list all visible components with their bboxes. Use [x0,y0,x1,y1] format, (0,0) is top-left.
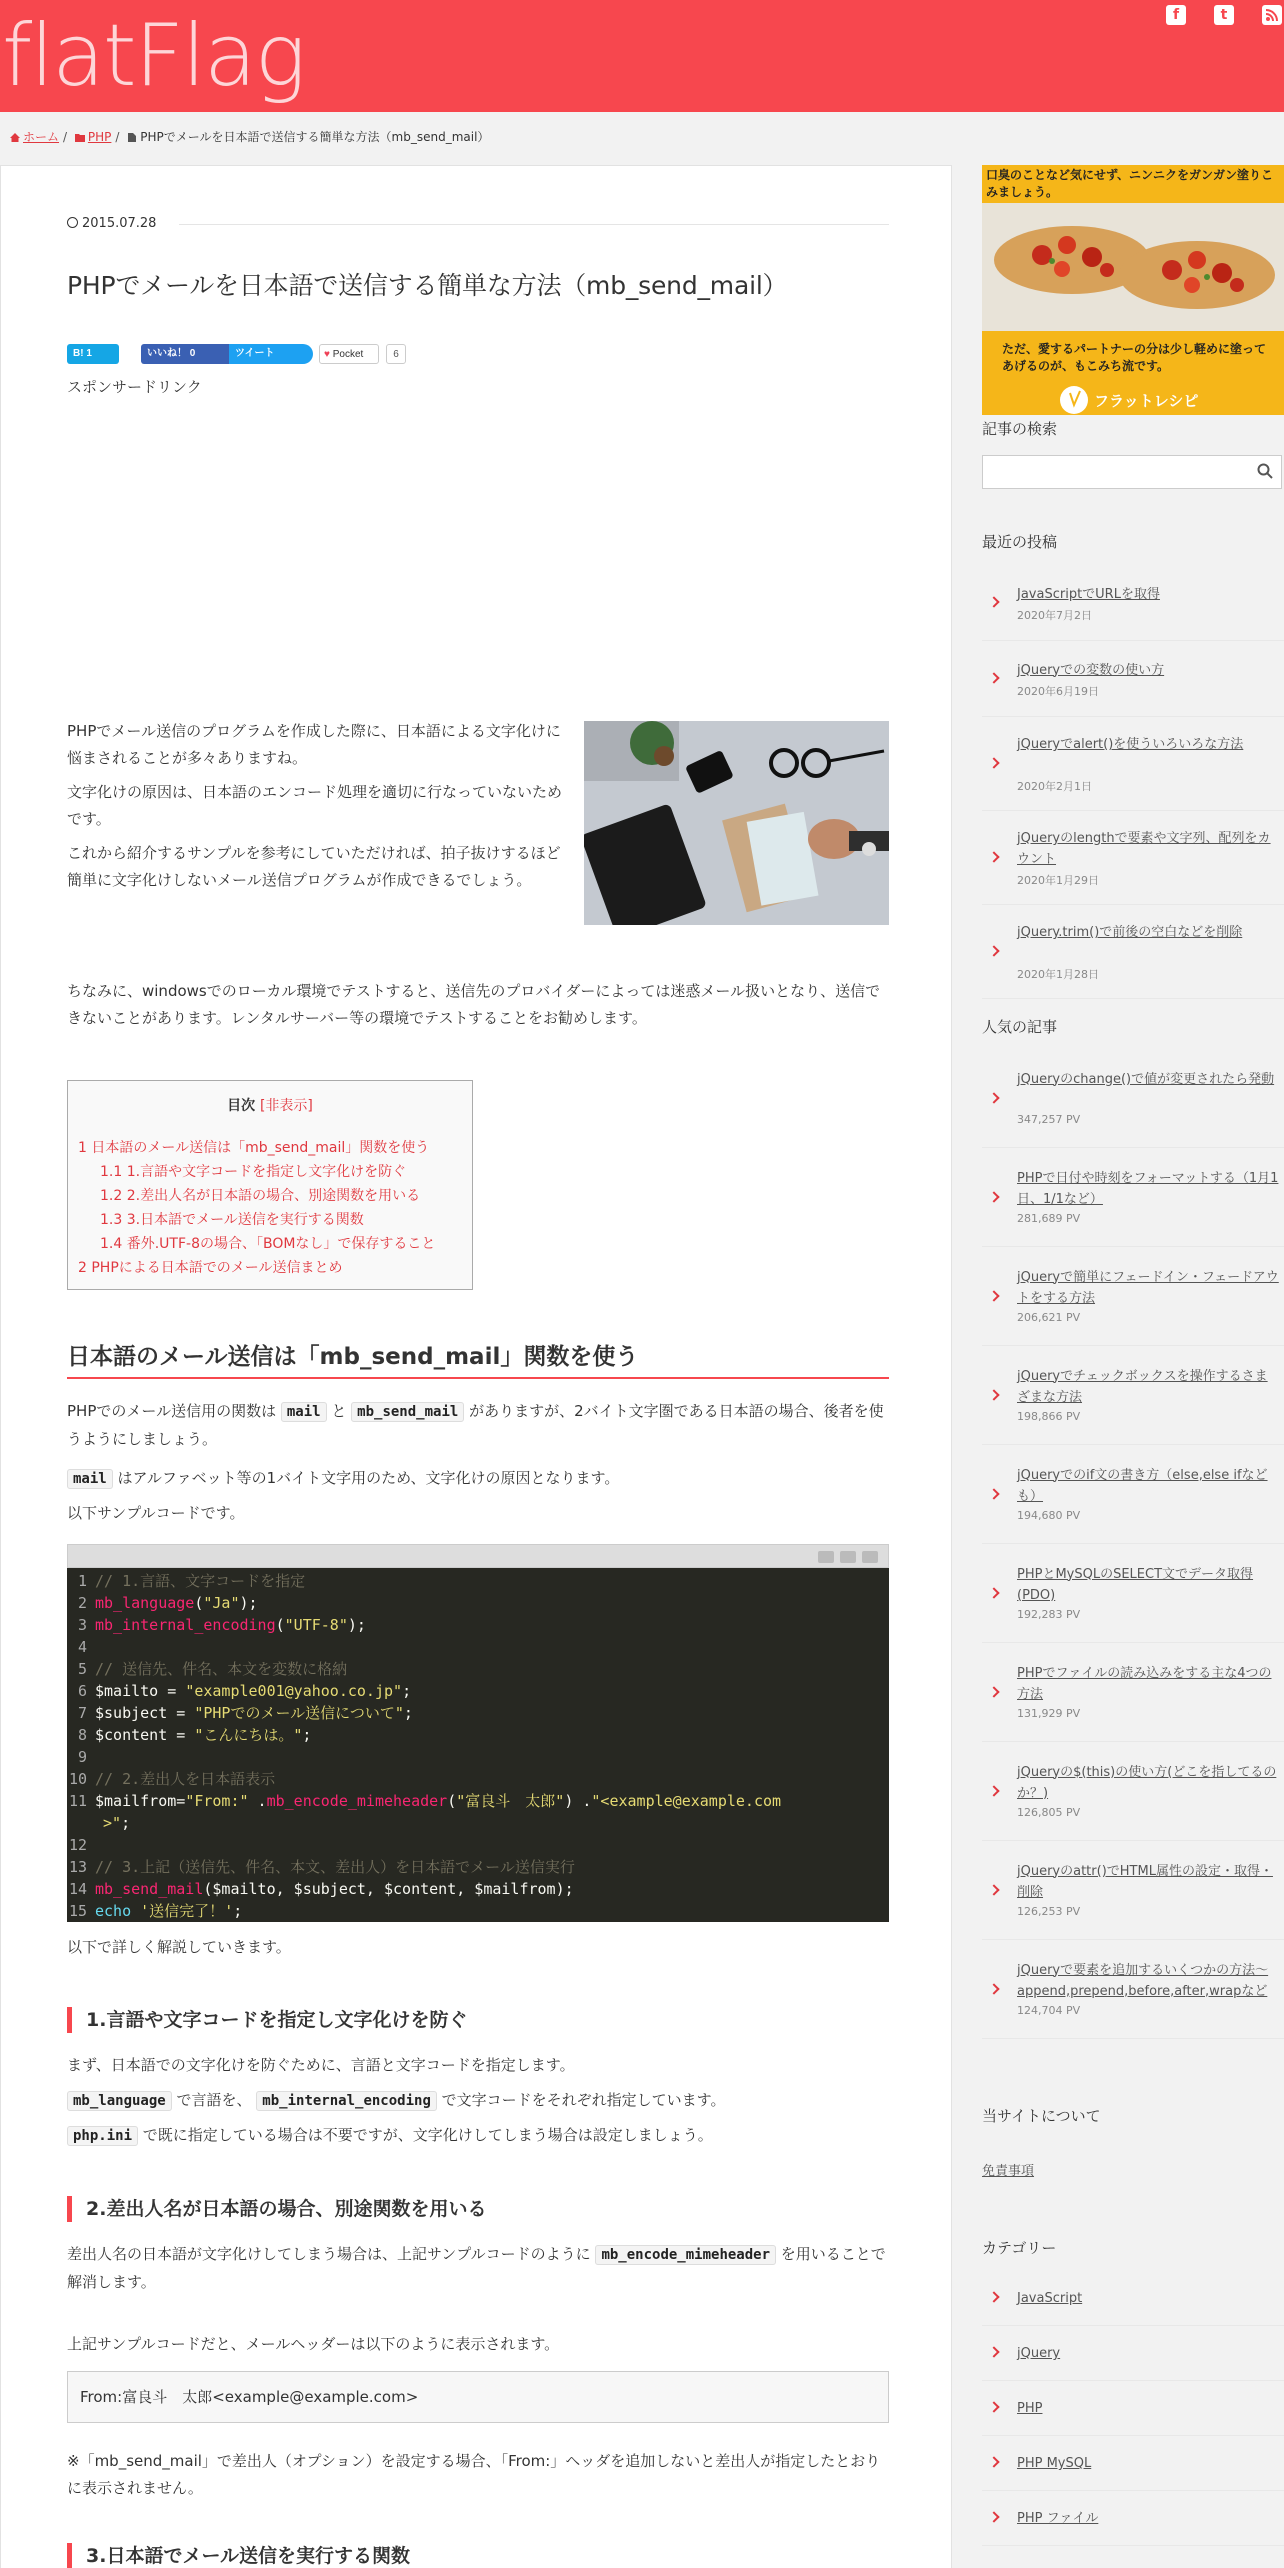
code-token: $content = [95,1726,195,1744]
chevron-right-icon [988,2346,999,2357]
chevron-right-icon [988,1092,999,1103]
ad-banner[interactable] [982,165,1284,415]
ad-headline: 口臭のことなど気にせず、ニンニクをガンガン塗りこみましょう。 [986,168,1274,199]
widget-title: カテゴリー [982,2239,1057,2257]
chevron-right-icon [988,757,999,768]
chevron-right-icon [988,596,999,607]
code-token: ; [403,1704,413,1722]
code-line [67,1636,889,1658]
list-item-title[interactable]: jQuery.trim()で前後の空白などを削除 [1017,925,1243,940]
paragraph [67,2241,889,2296]
paragraph [67,2087,725,2115]
toc-title [68,1095,472,1115]
home-icon [10,130,23,144]
code-token: // 送信先、件名、本文を変数に格納 [95,1660,348,1678]
toc-item[interactable]: 1.3 3.日本語でメール送信を実行する関数 [100,1212,364,1228]
list-item-title[interactable]: jQueryで簡単にフェードイン・フェードアウトをする方法 [1017,1269,1279,1306]
widget-title: 当サイトについて [982,2107,1101,2125]
code-line [67,1746,889,1768]
chevron-right-icon [988,1389,999,1400]
inline-code: mb_encode_mimeheader [595,2245,776,2265]
code-token: mb_send_mail [95,1880,204,1898]
article-card [0,165,952,2568]
text: を用いることで解消します。 [67,2245,886,2291]
toc-item[interactable]: 1.1 1.言語や文字コードを指定し文字化けを防ぐ [100,1164,407,1180]
subsection-heading: 1.言語や文字コードを指定し文字化けを防ぐ [67,2007,467,2033]
toc-item[interactable]: 1 日本語のメール送信は「mb_send_mail」関数を使う [78,1140,430,1156]
search-input[interactable] [982,455,1282,489]
inline-code: mb_internal_encoding [256,2091,437,2111]
code-token: ; [121,1814,131,1832]
list-item-meta: 198,866 PV [1017,1409,1081,1423]
list-item-title[interactable]: jQueryのlengthで要素や文字列、配列をカウント [1017,831,1271,867]
pocket-label: Pocket [332,349,364,360]
category-link[interactable]: PHP ファイル [1017,2511,1099,2526]
code-token: "Ja" [203,1594,240,1612]
line-number: 13 [68,1858,87,1876]
list-item[interactable] [982,1148,1284,1247]
line-number: 5 [77,1660,87,1678]
windows-note: ちなみに、windowsでのローカル環境でテストすると、送信先のプロバイダーによっては迷惑メール扱いとなり、送信できないことがあります。レンタルサーバー等の環境でテストすることをお勧めします。 [67,982,881,1027]
breadcrumb-separator: / [115,130,120,144]
code-token: ( [275,1616,285,1634]
list-item-title[interactable]: jQueryで要素を追加するいくつかの方法〜append,prepend,before,after,wrapなど [1017,1962,1269,1999]
toc-toggle[interactable]: [非表示] [259,1098,313,1114]
code-token: ; [402,1682,412,1700]
chevron-right-icon [988,1290,999,1301]
list-item-title[interactable]: PHPとMySQLのSELECT文でデータ取得(PDO) [1017,1566,1254,1603]
code-token: "PHPでのメール送信について" [194,1704,404,1722]
code-line [67,1724,889,1746]
chevron-right-icon [988,2511,999,2522]
site-header [0,0,1284,112]
code-token: "example001@yahoo.co.jp" [185,1682,403,1700]
list-item-meta: 2020年2月1日 [1017,780,1092,793]
category-item[interactable] [982,2381,1284,2436]
hatena-share-button[interactable]: B! 1 [67,344,119,364]
inline-code: mail [67,1469,113,1489]
code-token: // 2.差出人を日本語表示 [95,1770,276,1788]
widget-title: 最近の投稿 [982,533,1058,551]
chevron-right-icon [988,945,999,956]
chevron-right-icon [988,851,999,862]
ad-brand: フラットレシピ [1094,392,1199,410]
list-item[interactable] [982,1742,1284,1841]
list-item[interactable] [982,1841,1284,1940]
inline-code: php.ini [67,2126,138,2146]
list-item-title[interactable]: jQueryの$(this)の使い方(どこを指してるのか？) [1017,1764,1277,1801]
post-date-text: 2015.07.28 [82,216,157,231]
code-token: ( [447,1792,457,1810]
code-line [67,1658,889,1680]
code-token: echo [95,1902,132,1920]
list-item-title[interactable]: jQueryでチェックボックスを操作するさまざまな方法 [1017,1368,1268,1405]
line-number: 11 [68,1792,87,1810]
line-number: 10 [68,1770,87,1788]
paragraph [67,2122,713,2150]
list-item-meta: 2020年1月28日 [1017,968,1099,981]
code-token: . [248,1792,267,1810]
twitter-icon[interactable]: t [1214,5,1234,25]
widget-title: 記事の検索 [982,420,1058,438]
code-token: "<example@example.com [591,1792,782,1810]
text: がありますが、2バイト文字圏である日本語の場合、後者を使うようにしましょう。 [67,1402,884,1448]
text: で文字コードをそれぞれ指定しています。 [441,2091,726,2109]
code-line [67,1614,889,1636]
list-item-meta: 2020年7月2日 [1017,608,1092,622]
site-logo[interactable]: flatFlag [2,6,305,106]
hero-image [584,721,889,925]
widget-title: 人気の記事 [982,1018,1058,1036]
post-date [67,216,156,231]
copy-icon[interactable] [840,1551,856,1563]
category-item[interactable] [982,2436,1284,2491]
breadcrumb-category[interactable]: PHP [87,130,112,144]
toc-item[interactable]: 1.4 番外.UTF-8の場合、「BOMなし」で保存すること [100,1236,436,1252]
intro-text [67,718,567,901]
paragraph: 以下で詳しく解説していきます。 [67,1938,291,1956]
chevron-right-icon [988,1785,999,1796]
list-item-meta: 2020年1月29日 [1017,874,1099,887]
category-link[interactable]: JavaScript [1017,2291,1083,2306]
text: 差出人名の日本語が文字化けしてしまう場合は、上記サンプルコードのように [67,2245,591,2263]
chevron-right-icon [988,1191,999,1202]
list-item-meta: 124,704 PV [1017,2003,1081,2017]
inline-code: mb_language [67,2091,172,2111]
list-item-meta: 206,621 PV [1017,1310,1081,1324]
chevron-right-icon [988,2456,999,2467]
intro-paragraph: 文字化けの原因は、日本語のエンコード処理を適切に行なっていないためです。 [67,783,563,828]
line-number: 6 [77,1682,87,1700]
code-token: $mailfrom= [95,1792,186,1810]
chevron-right-icon [988,1587,999,1598]
list-item[interactable] [982,1049,1284,1148]
chevron-right-icon [988,2291,999,2302]
code-line [67,1570,889,1592]
list-item[interactable] [982,1247,1284,1346]
breadcrumb [10,128,489,145]
section-heading: 日本語のメール送信は「mb_send_mail」関数を使う [67,1338,889,1379]
facebook-like-button[interactable]: いいね！ 0 [141,344,231,364]
line-number: 1 [77,1572,87,1590]
text: はアルファベット等の1バイト文字用のため、文字化けの原因となります。 [117,1469,620,1487]
list-item[interactable] [982,1940,1284,2039]
toc-title-text: 目次 [227,1098,256,1114]
code-block [67,1568,889,1922]
code-token: "From:" [185,1792,249,1810]
pocket-button[interactable] [319,344,379,364]
line-number: 8 [77,1726,87,1744]
intro-paragraph: これから紹介するサンプルを参考にしていただければ、拍子抜けするほど簡単に文字化けしないメール送信プログラムが作成できるでしょう。 [67,844,561,889]
paragraph: ※「mb_send_mail」で差出人（オプション）を設定する場合、「From:」ヘッダを追加しないと差出人が指定したとおりに表示されません。 [67,2452,881,2497]
category-item[interactable] [982,2271,1284,2326]
code-token: "こんにちは。" [194,1726,303,1744]
code-token: mb_internal_encoding [95,1616,276,1634]
code-token: $subject = [95,1704,195,1722]
chevron-right-icon [988,1488,999,1499]
paragraph [67,1398,889,1453]
list-item[interactable] [982,1346,1284,1445]
category-item[interactable] [982,2491,1284,2546]
code-line [67,1680,889,1702]
code-line [67,1834,889,1856]
code-token: ( [194,1594,204,1612]
chevron-right-icon [988,1686,999,1697]
category-link[interactable]: PHP [1017,2401,1043,2416]
chevron-right-icon [988,672,999,683]
code-token: >" [103,1814,122,1832]
code-token: ); [347,1616,366,1634]
divider [179,224,889,225]
list-item-meta: 2020年6月19日 [1017,684,1099,698]
pocket-count: 6 [386,344,406,364]
disclaimer-link[interactable]: 免責事項 [982,2164,1035,2179]
breadcrumb-separator: / [63,130,68,144]
line-number: 2 [77,1594,87,1612]
code-token: ; [233,1902,243,1920]
code-line [67,1592,889,1614]
line-number: 12 [68,1836,87,1854]
code-token: ) . [564,1792,592,1810]
code-line [67,1702,889,1724]
chevron-right-icon [988,2401,999,2412]
breadcrumb-home[interactable]: ホーム [23,130,60,144]
code-token [131,1902,140,1920]
table-of-contents [67,1080,473,1290]
list-item-title[interactable]: JavaScriptでURLを取得 [1017,586,1160,602]
code-line [67,1878,889,1900]
list-item[interactable] [982,811,1284,905]
category-link[interactable]: PHP MySQL [1017,2456,1092,2471]
folder-icon [75,130,88,144]
line-number: 9 [77,1748,87,1766]
file-icon [127,130,140,144]
text: で言語を、 [176,2091,252,2109]
code-token: "富良斗 太郎" [456,1792,565,1810]
paragraph: 以下サンプルコードです。 [67,1504,245,1522]
list-item-meta: 131,929 PV [1017,1706,1081,1720]
code-token: ($mailto, $subject, $content, $mailfrom); [203,1880,574,1898]
list-item[interactable] [982,1544,1284,1643]
list-item[interactable] [982,565,1284,641]
list-item-meta: 281,689 PV [1017,1211,1081,1225]
code-token: // 3.上記（送信先、件名、本文、差出人）を日本語でメール送信実行 [95,1858,575,1876]
code-toolbar [67,1544,889,1568]
category-link[interactable]: jQuery [1017,2346,1061,2361]
tweet-button[interactable]: ツイート [229,344,313,364]
toc-item[interactable]: 2 PHPによる日本語でのメール送信まとめ [78,1260,343,1276]
paragraph [67,1465,889,1493]
subsection-heading: 2.差出人名が日本語の場合、別途関数を用いる [67,2196,486,2222]
list-item-title[interactable]: jQueryのattr()でHTML属性の設定・取得・削除 [1017,1863,1273,1900]
code-line [67,1790,889,1834]
line-number: 7 [77,1704,87,1722]
inline-code: mail [281,1402,327,1422]
list-item-title[interactable]: PHPでファイルの読み込みをする主な4つの方法 [1017,1665,1272,1702]
clock-icon [67,217,78,228]
category-item[interactable] [982,2326,1284,2381]
view-source-icon[interactable] [818,1551,834,1563]
header-example-box: From:富良斗 太郎<example@example.com> [67,2371,889,2423]
chevron-right-icon [988,1884,999,1895]
toc-item[interactable]: 1.2 2.差出人名が日本語の場合、別途関数を用いる [100,1188,421,1204]
code-token: "UTF-8" [284,1616,348,1634]
code-token: // 1.言語、文字コードを指定 [95,1572,306,1590]
list-item-meta: 347,257 PV [1017,1112,1081,1126]
list-item-title[interactable]: jQueryでの変数の使い方 [1017,662,1165,678]
code-line [67,1900,889,1922]
text: で既に指定している場合は不要ですが、文字化けしてしまう場合は設定しましょう。 [142,2126,713,2144]
sponsor-label: スポンサードリンク [67,378,202,396]
line-number: 15 [68,1902,87,1920]
code-line [67,1768,889,1790]
paragraph: まず、日本語での文字化けを防ぐために、言語と文字コードを指定します。 [67,2056,575,2074]
list-item-title[interactable]: jQueryでのif文の書き方（else,else ifなども） [1017,1467,1268,1504]
list-item-title[interactable]: jQueryのchange()で値が変更されたら発動 [1017,1071,1275,1087]
list-item[interactable] [982,717,1284,811]
line-number: 4 [77,1638,87,1656]
line-number: 3 [77,1616,87,1634]
list-item-meta: 126,253 PV [1017,1904,1081,1918]
ad-subtext: ただ、愛するパートナーの分は少し軽めに塗ってあげるのが、もこみち流です。 [1002,342,1267,373]
subsection-heading: 3.日本語でメール送信を実行する関数 [67,2543,410,2568]
facebook-icon[interactable]: f [1166,5,1186,25]
paragraph: 上記サンプルコードだと、メールヘッダーは以下のように表示されます。 [67,2335,560,2353]
rss-icon[interactable] [1262,5,1282,25]
list-item[interactable] [982,1643,1284,1742]
list-item-title[interactable]: PHPで日付や時刻をフォーマットする（1月1日、1/1など） [1017,1170,1279,1207]
code-token: $mailto = [95,1682,186,1700]
list-item-meta: 126,805 PV [1017,1805,1081,1819]
search-icon[interactable] [1257,463,1271,477]
code-token: mb_language [95,1594,195,1612]
code-token: ; [302,1726,312,1744]
chevron-right-icon [988,1983,999,1994]
code-token: '送信完了！' [140,1902,234,1920]
breadcrumb-current: PHPでメールを日本語で送信する簡単な方法（mb_send_mail） [140,130,490,144]
line-number: 14 [68,1880,87,1898]
expand-icon[interactable] [862,1551,878,1563]
pocket-icon: ♥ [324,349,330,360]
list-item[interactable] [982,905,1284,999]
list-item-meta: 192,283 PV [1017,1607,1081,1621]
code-token: ); [239,1594,258,1612]
intro-paragraph: PHPでメール送信のプログラムを作成した際に、日本語による文字化けに悩まされることが多々ありますね。 [67,722,561,767]
list-item-title[interactable]: jQueryでalert()を使ういろいろな方法 [1017,737,1244,752]
list-item[interactable] [982,1445,1284,1544]
code-line [67,1856,889,1878]
inline-code: mb_send_mail [351,1402,464,1422]
text: と [331,1402,347,1420]
code-token: mb_encode_mimeheader [266,1792,448,1810]
page-title: PHPでメールを日本語で送信する簡単な方法（mb_send_mail） [67,271,788,300]
text: PHPでのメール送信用の関数は [67,1402,277,1420]
list-item[interactable] [982,641,1284,717]
list-item-meta: 194,680 PV [1017,1508,1081,1522]
